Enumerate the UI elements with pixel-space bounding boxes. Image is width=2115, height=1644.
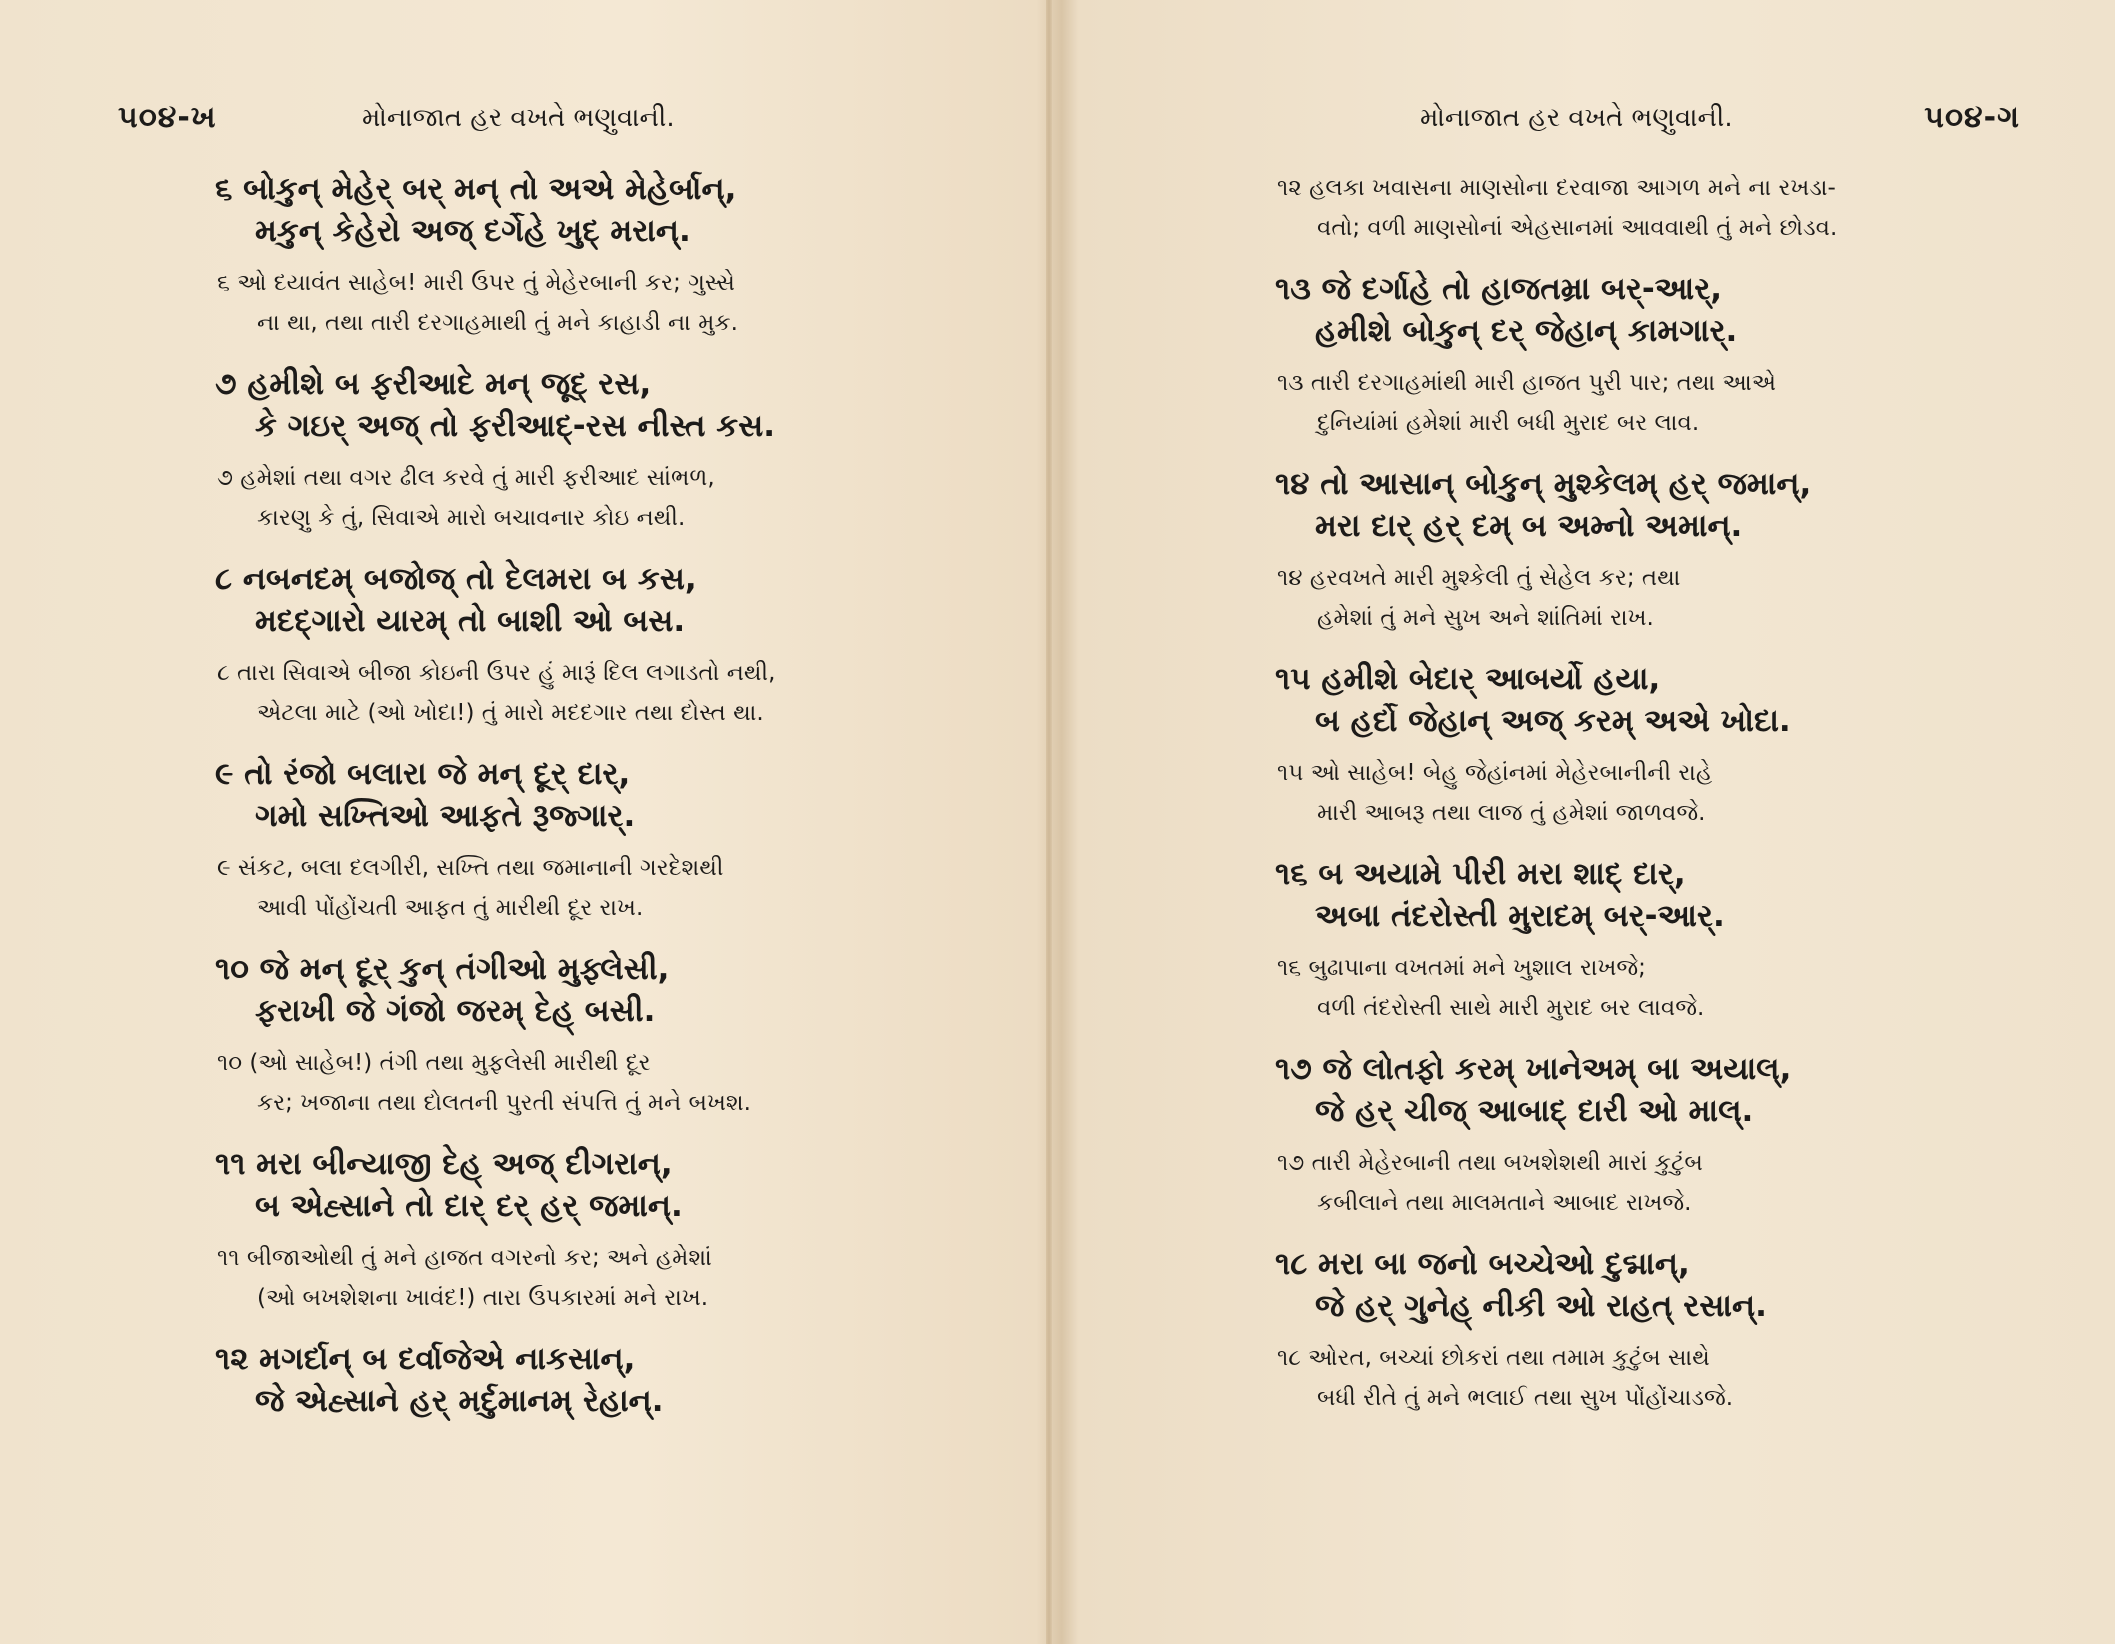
- translation-block: [215, 1043, 935, 1123]
- verse-block: [1275, 1243, 2035, 1327]
- verse-line: ૧૨ મગર્દાન્ બ દર્વાજેએ નાકસાન્,: [215, 1341, 636, 1377]
- translation-line: કબીલાને તથા માલમતાને આબાદ રાખજે.: [1317, 1190, 1692, 1216]
- translation-line: વળી તંદરોસ્તી સાથે મારી મુરાદ બર લાવજે.: [1317, 995, 1705, 1021]
- verse-block: [215, 363, 935, 447]
- translation-block: [215, 653, 935, 733]
- translation-block: [215, 263, 935, 343]
- translation-line: કર; ખજાના તથા દોલતની પુરતી સંપત્તિ તું મને બખશ.: [257, 1090, 751, 1116]
- verse-line: ૯ તો રંજો બલારા જે મન્ દૂર્ દાર્,: [215, 756, 631, 792]
- verse-block: [215, 168, 935, 252]
- translation-line: ૧૩ તારી દરગાહમાંથી મારી હાજત પુરી પાર; તથા આએ: [1277, 370, 1777, 396]
- right-running-title: મોનાજાત હર વખતે ભણુવાની.: [1420, 103, 1733, 133]
- translation-line: ૧૮ ઓરત, બચ્ચાં છોકરાં તથા તમામ કુટુંબ સાથે: [1277, 1345, 1710, 1371]
- translation-line: કારણુ કે તું, સિવાએ મારો બચાવનાર કોઇ નથી.: [257, 505, 686, 531]
- verse-block: [215, 1338, 935, 1422]
- translation-block: [215, 1238, 935, 1318]
- translation-line: ૧૧ બીજાઓથી તું મને હાજત વગરનો કર; અને હમેશાં: [217, 1245, 712, 1271]
- verse-line: ૧૫ હમીશે બેદાર્ આબર્યો હયા,: [1275, 661, 1661, 697]
- translation-line: આવી પોંહોંચતી આફત તું મારીથી દૂર રાખ.: [257, 895, 644, 921]
- translation-line: ૮ તારા સિવાએ બીજા કોઇની ઉપર હું મારૂં દિલ લગાડતો નથી,: [217, 660, 776, 686]
- translation-line: ૧૫ ઓ સાહેબ! બેહુ જેહાંનમાં મેહેરબાનીની રાહે: [1277, 760, 1713, 786]
- translation-line: બધી રીતે તું મને ભલાઈ તથા સુખ પોંહોંચાડજે.: [1317, 1385, 1734, 1411]
- left-page-body: [215, 168, 935, 1433]
- translation-block: [1275, 948, 2035, 1028]
- verse-block: [1275, 463, 2035, 547]
- verse-block: [1275, 658, 2035, 742]
- verse-line: જે હર્ ગુનેહ્ નીકી ઓ રાહત્ રસાન્.: [1315, 1288, 1767, 1324]
- translation-block: [1275, 363, 2035, 443]
- right-page-number: ૫૦૪-ગ: [1924, 100, 2020, 135]
- verse-block: [215, 1143, 935, 1227]
- verse-block: [1275, 853, 2035, 937]
- translation-block: [1275, 558, 2035, 638]
- verse-line: ૮ નબનદમ્ બજોજ્ તો દેલમરા બ કસ,: [215, 561, 697, 597]
- translation-line: ૭ હમેશાં તથા વગર ઢીલ કરવે તું મારી ફરીઆદ સાંભળ,: [217, 465, 715, 491]
- left-page: [0, 0, 1046, 1644]
- verse-line: બ હર્દો જેહાન્ અજ્ કરમ્ અએ ખોદા.: [1315, 703, 1791, 739]
- verse-line: ૧૬ બ અયામે પીરી મરા શાદ્ દાર્,: [1275, 856, 1686, 892]
- verse-line: ૧૪ તો આસાન્ બોકુન્ મુશ્કેલમ્ હર્ જમાન્,: [1275, 466, 1812, 502]
- verse-line: અબા તંદરોસ્તી મુરાદમ્ બર્-આર્.: [1315, 898, 1725, 934]
- translation-line: ના થા, તથા તારી દરગાહમાથી તું મને કાહાડી ના મુક.: [257, 310, 738, 336]
- translation-line: દુનિયાંમાં હમેશાં મારી બધી મુરાદ બર લાવ.: [1317, 410, 1700, 436]
- translation-block: [215, 848, 935, 928]
- verse-line: મરા દાર્ હર્ દમ્ બ અમ્નો અમાન્.: [1315, 508, 1743, 544]
- translation-line: ૧૭ તારી મેહેરબાની તથા બખશેશથી મારાં કુટુંબ: [1277, 1150, 1703, 1176]
- verse-block: [215, 558, 935, 642]
- verse-line: ૧૧ મરા બીન્યાજી દેહ્ અજ્ દીગરાન્,: [215, 1146, 673, 1182]
- lead-translation: [1275, 168, 2035, 248]
- verse-line: ૧૦ જે મન્ દૂર્ કુન્ તંગીઓ મુફ્લેસી,: [215, 951, 670, 987]
- translation-block: [1275, 753, 2035, 833]
- verse-line: કે ગઇર્ અજ્ તો ફરીઆદ્-રસ નીસ્ત કસ.: [255, 408, 775, 444]
- right-page-body: [1275, 168, 2035, 1438]
- translation-block: [1275, 1338, 2035, 1418]
- right-page-header: [1052, 100, 2115, 150]
- verse-line: મદદ્ગારો યારમ્ તો બાશી ઓ બસ.: [255, 603, 686, 639]
- verse-block: [1275, 1048, 2035, 1132]
- translation-block: [215, 458, 935, 538]
- verse-line: ૧૭ જે લોતફો કરમ્ ખાનેઅમ્ બા અયાલ્,: [1275, 1051, 1792, 1087]
- verse-block: [215, 948, 935, 1032]
- translation-line: (ઓ બખશેશના ખાવંદ!) તારા ઉપકારમાં મને રાખ.: [257, 1285, 709, 1311]
- verse-line: જે એહ્સાને હર્ મર્દુમાનમ્ રેહાન્.: [255, 1383, 664, 1419]
- left-running-title: મોનાજાત હર વખતે ભણુવાની.: [362, 103, 675, 133]
- translation-line: એટલા માટે (ઓ ખોદા!) તું મારો મદદગાર તથા દોસ્ત થા.: [257, 700, 764, 726]
- verse-block: [215, 753, 935, 837]
- verse-line: ફરાખી જે ગંજો જરમ્ દેહ્ બસી.: [255, 993, 656, 1029]
- translation-line: ૯ સંકટ, બલા દલગીરી, સખ્તિ તથા જમાનાની ગરદેશથી: [217, 855, 724, 881]
- translation-block: [1275, 1143, 2035, 1223]
- left-page-number: ૫૦૪-ખ: [118, 100, 217, 135]
- verse-line: હમીશે બોકુન્ દર્ જેહાન્ કામગાર્.: [1315, 313, 1738, 349]
- right-page: [1052, 0, 2115, 1644]
- verse-line: ગમો સખ્તિઓ આફતે રૂજ્ગાર્.: [255, 798, 636, 834]
- translation-line: ૧૦ (ઓ સાહેબ!) તંગી તથા મુફલેસી મારીથી દૂર: [217, 1050, 651, 1076]
- verse-line: ૭ હમીશે બ ફરીઆદે મન્ જૂદ્ રસ,: [215, 366, 652, 402]
- verse-line: બ એહ્સાને તો દાર્ દર્ હર્ જમાન્.: [255, 1188, 683, 1224]
- translation-line: વતો; વળી માણસોનાં એહસાનમાં આવવાથી તું મને છોડવ.: [1317, 215, 1838, 241]
- translation-line: મારી આબરૂ તથા લાજ તું હમેશાં જાળવજે.: [1317, 800, 1706, 826]
- translation-line: ૬ ઓ દયાવંત સાહેબ! મારી ઉપર તું મેહેરબાની કર; ગુસ્સે: [217, 270, 735, 296]
- translation-line: હમેશાં તું મને સુખ અને શાંતિમાં રાખ.: [1317, 605, 1654, 631]
- translation-line: ૧૬ બુઢાપાના વખતમાં મને ખુશાલ રાખજે;: [1277, 955, 1646, 981]
- verse-line: ૧૩ જે દર્ગાહે તો હાજતમ્રા બર્-આર્,: [1275, 271, 1723, 307]
- left-page-header: [0, 100, 1046, 150]
- verse-line: ૧૮ મરા બા જનો બચ્ચેઓ દુદ્માન્,: [1275, 1246, 1690, 1282]
- verse-block: [1275, 268, 2035, 352]
- translation-line: ૧૨ હલકા ખવાસના માણસોના દરવાજા આગળ મને ના રખડા-: [1277, 175, 1836, 201]
- verse-line: જે હર્ ચીજ્ આબાદ્ દારી ઓ માલ્.: [1315, 1093, 1754, 1129]
- verse-line: ૬ બોકુન્ મેહેર્ બર્ મન્ તો અએ મેહેર્બાન્,: [215, 171, 737, 207]
- verse-line: મકુન્ કેહેરો અજ્ દર્ગેહે ખુદ્ મરાન્.: [255, 213, 691, 249]
- translation-line: ૧૪ હરવખતે મારી મુશ્કેલી તું સેહેલ કર; તથા: [1277, 565, 1681, 591]
